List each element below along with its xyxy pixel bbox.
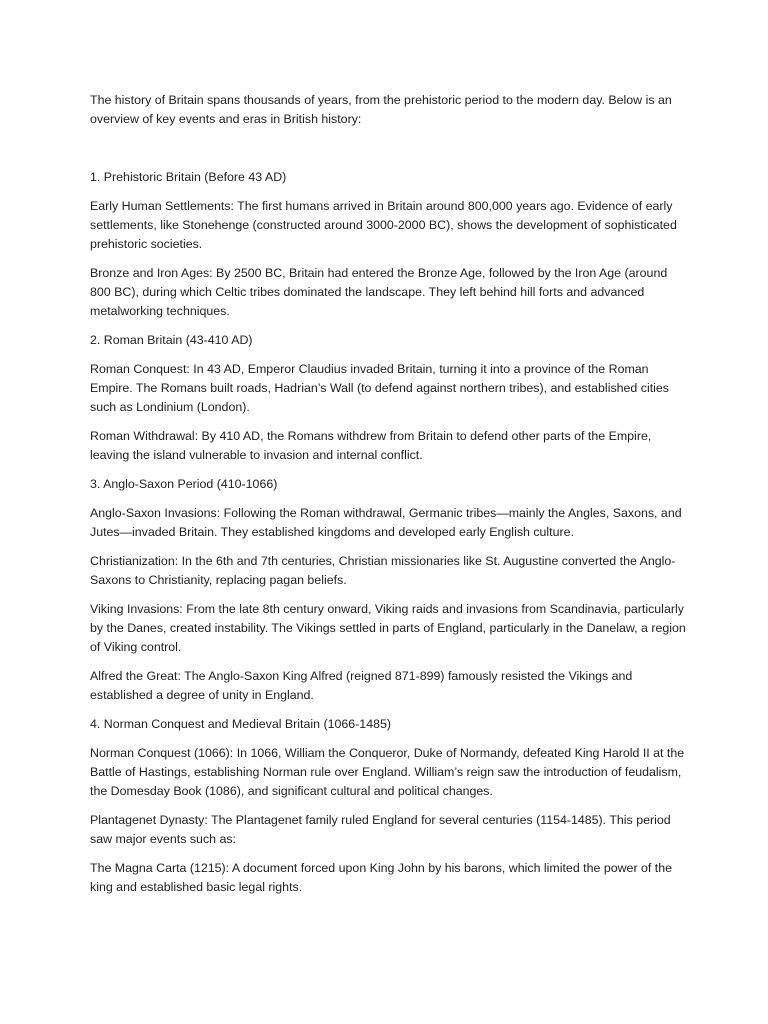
paragraph-bronze-iron-ages: Bronze and Iron Ages: By 2500 BC, Britain had entered the Bronze Age, followed by the Iron Age (around 800 BC), during which Celtic tribes dominated the landscape. They left behind hill forts and advanced metalworking techniques. [90,266,668,318]
paragraph-roman-withdrawal: Roman Withdrawal: By 410 AD, the Romans withdrew from Britain to defend other parts of the Empire, leaving the island vulnerable to invasion and internal conflict. [90,429,652,462]
paragraph-norman-conquest: Norman Conquest (1066): In 1066, William the Conqueror, Duke of Normandy, defeated King Harold II at the Battle of Hastings, establishing Norman rule over England. William’s reign saw the introduction of feudalism, the Domesday Book (1086), and significant cultural and political changes. [90,746,685,798]
section-heading-norman-conquest: 4. Norman Conquest and Medieval Britain (1066-1485) [90,717,391,731]
document-body [90,91,690,907]
paragraph-viking-invasions: Viking Invasions: From the late 8th century onward, Viking raids and invasions from Scandinavia, particularly by the Danes, created instability. The Vikings settled in parts of England, particularly in the Danelaw, a region of Viking control. [90,602,686,654]
paragraph-plantagenet-dynasty: Plantagenet Dynasty: The Plantagenet family ruled England for several centuries (1154-1485). This period saw major events such as: [90,813,671,846]
paragraph-alfred-the-great: Alfred the Great: The Anglo-Saxon King Alfred (reigned 871-899) famously resisted the Vikings and established a degree of unity in England. [90,669,633,702]
section-heading-anglo-saxon: 3. Anglo-Saxon Period (410-1066) [90,477,278,491]
paragraph-early-human-settlements: Early Human Settlements: The first humans arrived in Britain around 800,000 years ago. Evidence of early settlements, like Stonehenge (constructed around 3000-2000 BC), shows the development of sophisticated prehistoric societies. [90,199,677,251]
intro-paragraph: The history of Britain spans thousands of years, from the prehistoric period to the modern day. Below is an overview of key events and eras in British history: [90,93,672,126]
paragraph-magna-carta: The Magna Carta (1215): A document forced upon King John by his barons, which limited the power of the king and established basic legal rights. [90,861,673,894]
section-heading-prehistoric: 1. Prehistoric Britain (Before 43 AD) [90,170,287,184]
paragraph-christianization: Christianization: In the 6th and 7th centuries, Christian missionaries like St. Augustine converted the Anglo-Saxons to Christianity, replacing pagan beliefs. [90,554,676,587]
paragraph-anglo-saxon-invasions: Anglo-Saxon Invasions: Following the Roman withdrawal, Germanic tribes—mainly the Angles, Saxons, and Jutes—invaded Britain. They established kingdoms and developed early English culture. [90,506,682,539]
paragraph-roman-conquest: Roman Conquest: In 43 AD, Emperor Claudius invaded Britain, turning it into a province of the Roman Empire. The Romans built roads, Hadrian’s Wall (to defend against northern tribes), and established cities such as Londinium (London). [90,362,669,414]
section-heading-roman-britain: 2. Roman Britain (43-410 AD) [90,333,253,347]
